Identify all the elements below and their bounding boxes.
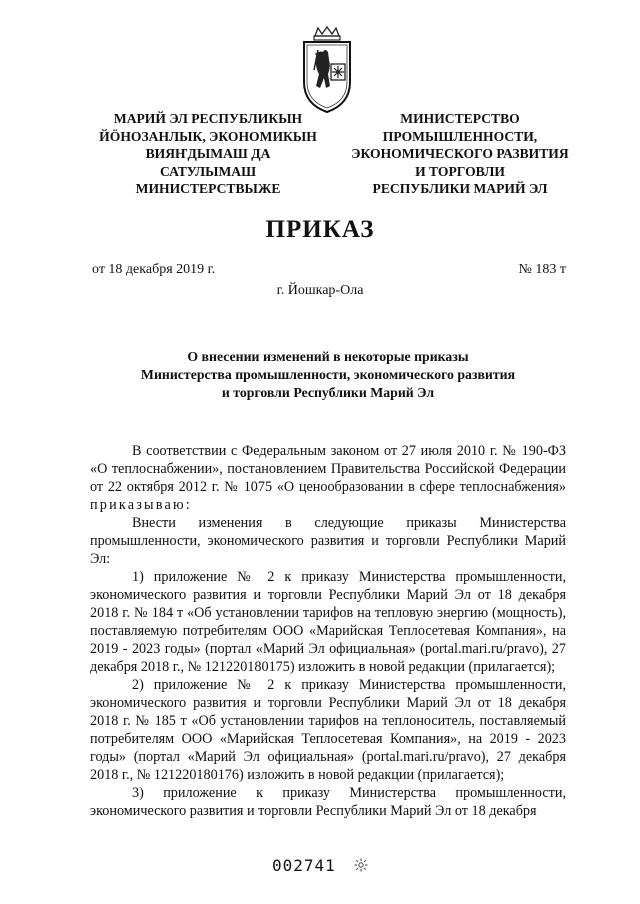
header-left-line: ЙӦНОЗАНЛЫК, ЭКОНОМИКЫН bbox=[99, 128, 317, 144]
subject-line: О внесении изменений в некоторые приказы bbox=[187, 349, 469, 364]
header-left-line: МАРИЙ ЭЛ РЕСПУБЛИКЫН bbox=[113, 111, 303, 126]
coat-of-arms-emblem bbox=[298, 26, 356, 114]
header-left-line: ВИЯҤДЫМАШ ДА bbox=[145, 146, 271, 161]
preamble-text: В соответствии с Федеральным законом от 27 июля 2010 г. № 190-ФЗ «О теплоснабжении», постановлением Правительства Российской Федерации от 22 октября 2012 г. № 1075 «О ценообразовании в сфере теплоснабжения» bbox=[90, 443, 566, 495]
order-word: приказываю: bbox=[90, 497, 192, 513]
document-subject bbox=[90, 348, 566, 402]
document-body bbox=[90, 442, 566, 820]
item-2-paragraph: 2) приложение № 2 к приказу Министерства промышленности, экономического развития и торговли Республики Марий Эл от 18 декабря 2018 г. № 185 т «Об установлении тарифов на теплоноситель, поставляемый потребителям ООО «Марийская Теплосетевая Компания», на 2019 - 2023 годы» (портал «Марий Эл официальная» (portal.mari.ru/pravo), 27 декабря 2018 г., № 121220180176) изложить в новой редакции (прилагается); bbox=[90, 677, 566, 783]
form-serial-number: 002741 bbox=[272, 856, 336, 875]
document-number: № 183 т bbox=[518, 262, 566, 277]
header-right-line: И ТОРГОВЛИ bbox=[415, 163, 505, 179]
document-city: г. Йошкар-Ола bbox=[276, 283, 364, 298]
header-right-line: ПРОМЫШЛЕННОСТИ, bbox=[382, 128, 538, 144]
sun-ornament-icon bbox=[354, 858, 368, 872]
document-title: ПРИКАЗ bbox=[265, 216, 375, 243]
ministry-name-russian bbox=[345, 110, 575, 198]
preamble-paragraph bbox=[90, 442, 566, 514]
intro-paragraph: Внести изменения в следующие приказы Министерства промышленности, экономического развития и торговли Республики Марий Эл: bbox=[90, 515, 566, 567]
document-date: от 18 декабря 2019 г. bbox=[92, 262, 216, 277]
header-right-line: РЕСПУБЛИКИ МАРИЙ ЭЛ bbox=[372, 181, 548, 196]
item-1-paragraph: 1) приложение № 2 к приказу Министерства промышленности, экономического развития и торговли Республики Марий Эл от 18 декабря 2018 г. № 184 т «Об установлении тарифов на тепловую энергию (мощность), поставляемую потребителям ООО «Марийская Теплосетевая Компания», на 2019 - 2023 годы» (портал «Марий Эл официальная» (portal.mari.ru/pravo), 27 декабря 2018 г., № 121220180175) изложить в новой редакции (прилагается); bbox=[90, 569, 566, 675]
header-left-line: МИНИСТЕРСТВЫЖЕ bbox=[135, 181, 281, 196]
header-left-line: САТУЛЫМАШ bbox=[159, 163, 257, 179]
header-right-line: МИНИСТЕРСТВО bbox=[400, 111, 520, 126]
subject-line: Министерства промышленности, экономического развития bbox=[140, 367, 516, 382]
header-right-line: ЭКОНОМИЧЕСКОГО РАЗВИТИЯ bbox=[351, 146, 569, 161]
subject-line: и торговли Республики Марий Эл bbox=[221, 385, 435, 400]
ministry-name-mari bbox=[98, 110, 318, 198]
item-3-paragraph: 3) приложение к приказу Министерства промышленности, экономического развития и торговли Республики Марий Эл от 18 декабря bbox=[90, 785, 566, 819]
